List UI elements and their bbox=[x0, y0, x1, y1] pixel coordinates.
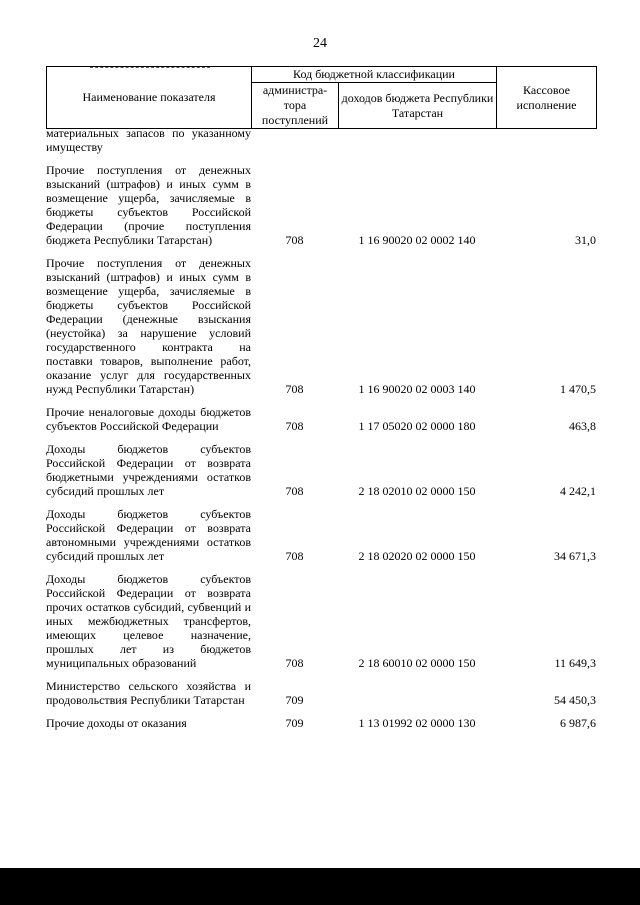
row-name: Доходы бюджетов субъектов Российской Федерации от возврата прочих остатков субсидий, субвенций и иных межбюджетных трансфертов, имеющих целевое назначение, прошлых лет из бюджетов муниципальных образований bbox=[46, 572, 251, 670]
table-header bbox=[46, 66, 597, 129]
row-admin bbox=[251, 126, 338, 154]
row-admin: 709 bbox=[285, 693, 304, 707]
row-name: Прочие поступления от денежных взысканий (штрафов) и иных сумм в возмещение ущерба, зачисляемые в бюджеты субъектов Российской Федерации (денежные взыскания (неустойка) за нарушение условий государственного контракта на поставки товаров, выполнение работ, оказание услуг для государственных нужд Республики Татарстан) bbox=[46, 256, 251, 396]
row-admin: 708 bbox=[285, 656, 304, 670]
row-amount: 31,0 bbox=[575, 233, 596, 247]
row-code: 2 18 02020 02 0000 150 bbox=[358, 549, 476, 563]
row-amount: 1 470,5 bbox=[560, 382, 596, 396]
row-code: 2 18 02010 02 0000 150 bbox=[358, 484, 476, 498]
row-name: Прочие доходы от оказания bbox=[46, 716, 187, 730]
row-admin: 708 bbox=[285, 484, 304, 498]
row-admin: 708 bbox=[285, 382, 304, 396]
row-admin: 709 bbox=[285, 716, 304, 730]
row-code bbox=[338, 126, 496, 154]
revenue-table bbox=[46, 126, 596, 730]
header-col-name: Наименование показателя bbox=[47, 67, 252, 129]
row-amount: 4 242,1 bbox=[560, 484, 596, 498]
row-name: материальных запасов по указанному имуществу bbox=[46, 126, 251, 154]
table-row bbox=[46, 507, 596, 563]
row-amount: 11 649,3 bbox=[554, 656, 596, 670]
row-amount: 6 987,6 bbox=[560, 716, 596, 730]
row-name: Прочие неналоговые доходы бюджетов субъектов Российской Федерации bbox=[46, 405, 251, 433]
header-code-group: Код бюджетной классификации bbox=[252, 67, 497, 83]
table-row bbox=[46, 716, 596, 730]
row-name: Министерство сельского хозяйства и продовольствия Республики Татарстан bbox=[46, 679, 251, 707]
header-col-income: доходов бюджета Республики Татарстан bbox=[339, 83, 497, 129]
row-amount: 54 450,3 bbox=[554, 693, 596, 707]
row-code: 2 18 60010 02 0000 150 bbox=[358, 656, 476, 670]
row-admin: 708 bbox=[285, 419, 304, 433]
table-row bbox=[46, 442, 596, 498]
header-col-admin: администра-тора поступлений bbox=[252, 83, 339, 129]
table-row bbox=[46, 163, 596, 247]
row-code: 1 16 90020 02 0002 140 bbox=[358, 233, 476, 247]
page-number: 24 bbox=[313, 36, 327, 51]
table-row bbox=[46, 405, 596, 433]
table-row bbox=[46, 679, 596, 707]
row-admin: 708 bbox=[285, 233, 304, 247]
header-col-exec: Кассовое исполнение bbox=[497, 67, 597, 129]
table-row bbox=[46, 572, 596, 670]
row-name: Доходы бюджетов субъектов Российской Федерации от возврата бюджетными учреждениями остатков субсидий прошлых лет bbox=[46, 442, 251, 498]
row-amount bbox=[496, 126, 596, 154]
table-row bbox=[46, 126, 596, 154]
row-name: Доходы бюджетов субъектов Российской Федерации от возврата автономными учреждениями остатков субсидий прошлых лет bbox=[46, 507, 251, 563]
row-code: 1 13 01992 02 0000 130 bbox=[358, 716, 476, 730]
row-amount: 34 671,3 bbox=[554, 549, 596, 563]
row-admin: 708 bbox=[285, 549, 304, 563]
row-amount: 463,8 bbox=[569, 419, 596, 433]
table-row bbox=[46, 256, 596, 396]
scan-bottom-edge bbox=[0, 868, 640, 905]
row-code: 1 17 05020 02 0000 180 bbox=[358, 419, 476, 433]
row-code: 1 16 90020 02 0003 140 bbox=[358, 382, 476, 396]
row-name: Прочие поступления от денежных взысканий (штрафов) и иных сумм в возмещение ущерба, зачисляемые в бюджеты субъектов Российской Федерации (прочие поступления бюджета Республики Татарстан) bbox=[46, 163, 251, 247]
row-code bbox=[338, 679, 496, 707]
